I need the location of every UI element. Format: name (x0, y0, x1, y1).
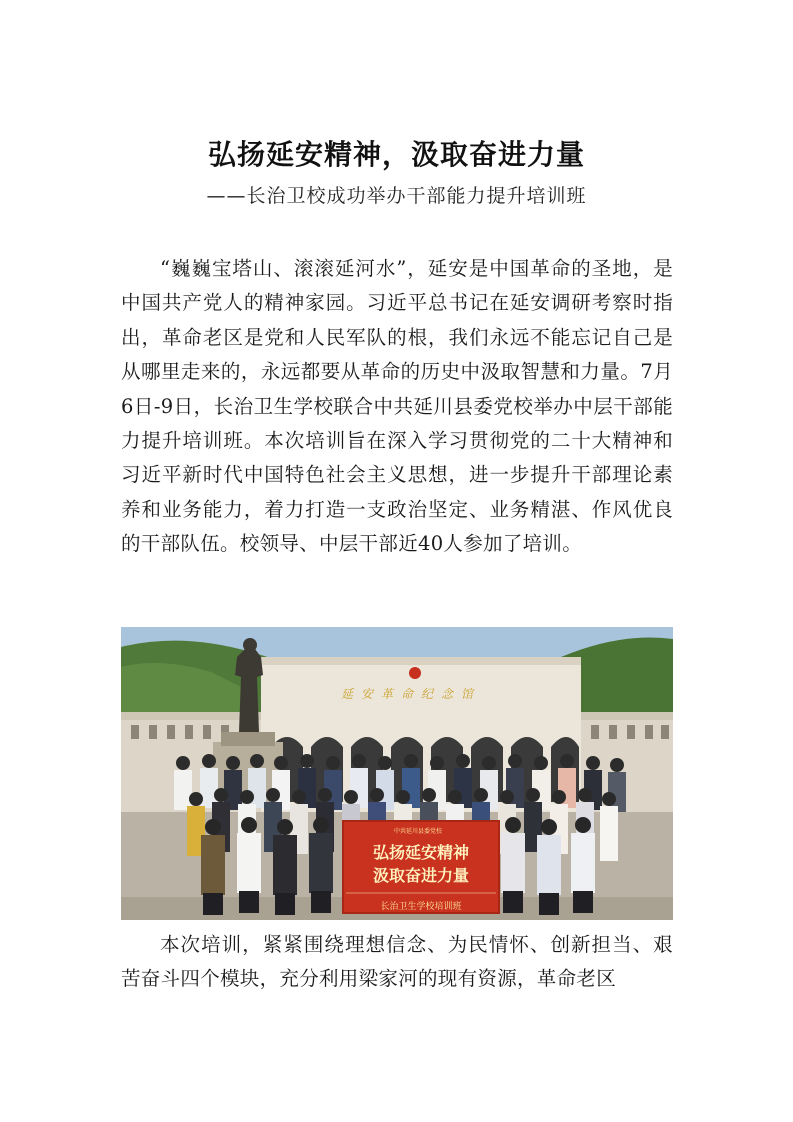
memorial-hall-sign: 延安革命纪念馆 (340, 687, 481, 701)
body-paragraph-1: “巍巍宝塔山、滚滚延河水”，延安是中国革命的圣地，是中国共产党人的精神家园。习近平总书记在延安调研考察时指出，革命老区是党和人民军队的根，我们永远不能忘记自己是从哪里走来的，永远都要从革命的历史中汲取智慧和力量。7月6日-9日，长治卫生学校联合中共延川县委党校举办中层干部能力提升培训班。本次培训旨在深入学习贯彻党的二十大精神和习近平新时代中国特色社会主义思想，进一步提升干部理论素养和业务能力，着力打造一支政治坚定、业务精湛、作风优良的干部队伍。校领导、中层干部近40人参加了培训。 (121, 257, 673, 556)
banner-slogan-line-1: 弘扬延安精神 (372, 843, 469, 862)
body-paragraph-2: 本次培训，紧紧围绕理想信念、为民情怀、创新担当、艰苦奋斗四个模块，充分利用梁家河的现有资源，革命老区 (121, 933, 673, 991)
banner-slogan-line-2: 汲取奋进力量 (372, 866, 469, 885)
banner-org-name: 中共延川县委党校 (393, 828, 442, 835)
banner-footer: 长治卫生学校培训班 (380, 902, 462, 912)
article-title: 弘扬延安精神，汲取奋进力量 (207, 138, 585, 171)
article-subtitle: ——长治卫校成功举办干部能力提升培训班 (206, 185, 587, 207)
group-photo (121, 627, 673, 920)
